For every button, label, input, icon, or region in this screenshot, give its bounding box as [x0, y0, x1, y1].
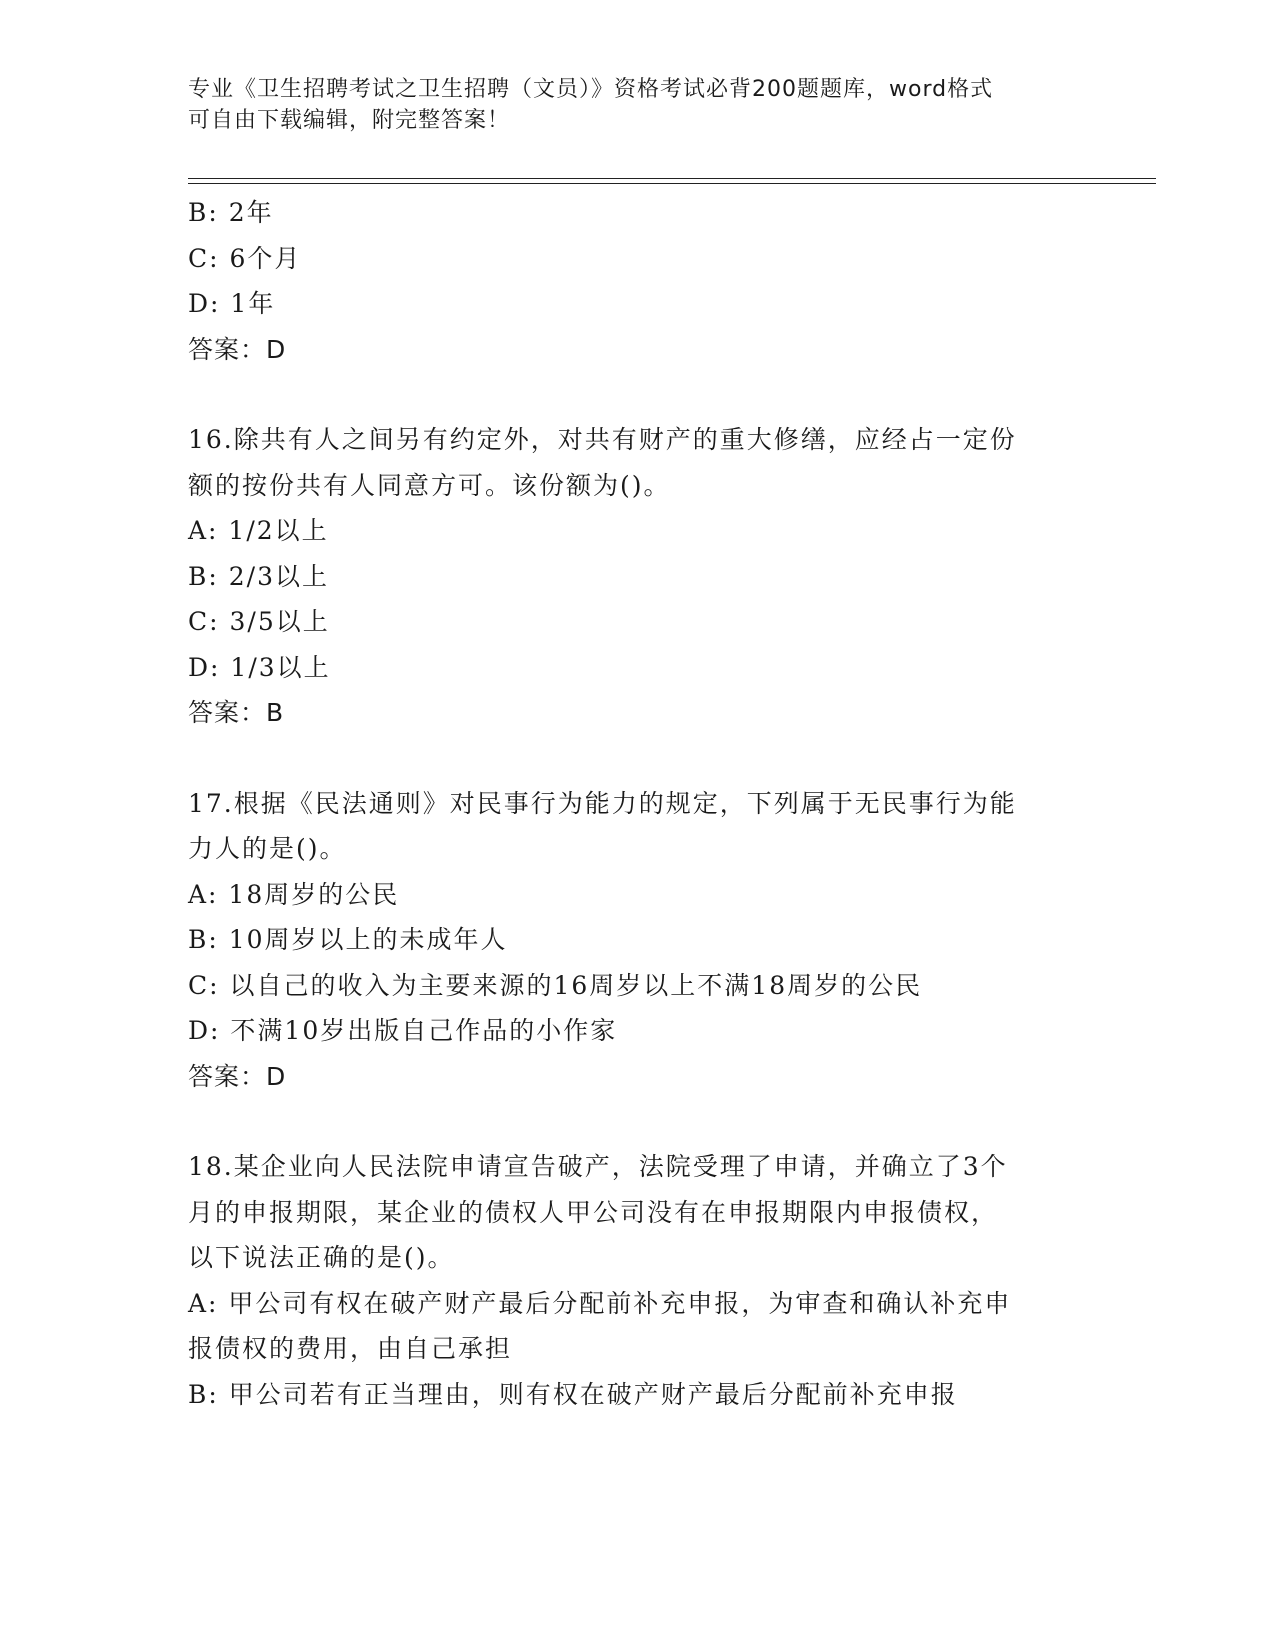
- header-divider-bottom: [188, 183, 1156, 184]
- option-b: B: 10周岁以上的未成年人: [188, 925, 508, 954]
- question-text-line: 月的申报期限，某企业的债权人甲公司没有在申报期限内申报债权，: [188, 1197, 999, 1227]
- option-b: B: 2/3以上: [188, 561, 329, 591]
- header-divider-top: [188, 178, 1156, 179]
- option-c: C: 以自己的收入为主要来源的16周岁以上不满18周岁的公民: [188, 970, 923, 1000]
- answer-line: 答案：D: [188, 334, 287, 364]
- answer-line: 答案：D: [188, 1061, 287, 1091]
- option-d: D: 1年: [188, 289, 276, 318]
- answer-line: 答案：B: [188, 698, 285, 727]
- option-c: C: 3/5以上: [188, 607, 330, 636]
- document-header: [188, 74, 1068, 136]
- question-18: [188, 1144, 1088, 1417]
- header-title-line-1: 专业《卫生招聘考试之卫生招聘（文员）》资格考试必背200题题库，word格式: [188, 77, 994, 102]
- option-d: D: 不满10岁出版自己作品的小作家: [188, 1016, 618, 1045]
- option-b: B: 2年: [188, 198, 274, 227]
- question-text-line: 额的按份共有人同意方可。该份额为()。: [188, 470, 671, 500]
- header-title-line-2: 可自由下载编辑，附完整答案！: [188, 108, 511, 133]
- option-b: B: 甲公司若有正当理由，则有权在破产财产最后分配前补充申报: [188, 1379, 958, 1409]
- option-d: D: 1/3以上: [188, 652, 331, 682]
- prev-question-block: [188, 190, 1088, 372]
- option-a-continued: 报债权的费用，由自己承担: [188, 1334, 513, 1363]
- question-text-line: 力人的是()。: [188, 834, 347, 863]
- question-16: [188, 417, 1088, 736]
- option-c: C: 6个月: [188, 243, 302, 273]
- option-a: A: 1/2以上: [188, 516, 329, 545]
- question-text-line: 16.除共有人之间另有约定外，对共有财产的重大修缮，应经占一定份: [188, 425, 1017, 454]
- question-text-line: 以下说法正确的是()。: [188, 1243, 455, 1272]
- question-text-line: 17.根据《民法通则》对民事行为能力的规定，下列属于无民事行为能: [188, 788, 1017, 818]
- option-a: A: 甲公司有权在破产财产最后分配前补充申报，为审查和确认补充申: [188, 1288, 1012, 1318]
- question-17: [188, 781, 1088, 1100]
- option-a: A: 18周岁的公民: [188, 879, 400, 909]
- question-text-line: 18.某企业向人民法院申请宣告破产，法院受理了申请，并确立了3个: [188, 1152, 1008, 1181]
- question-content: [188, 190, 1088, 1417]
